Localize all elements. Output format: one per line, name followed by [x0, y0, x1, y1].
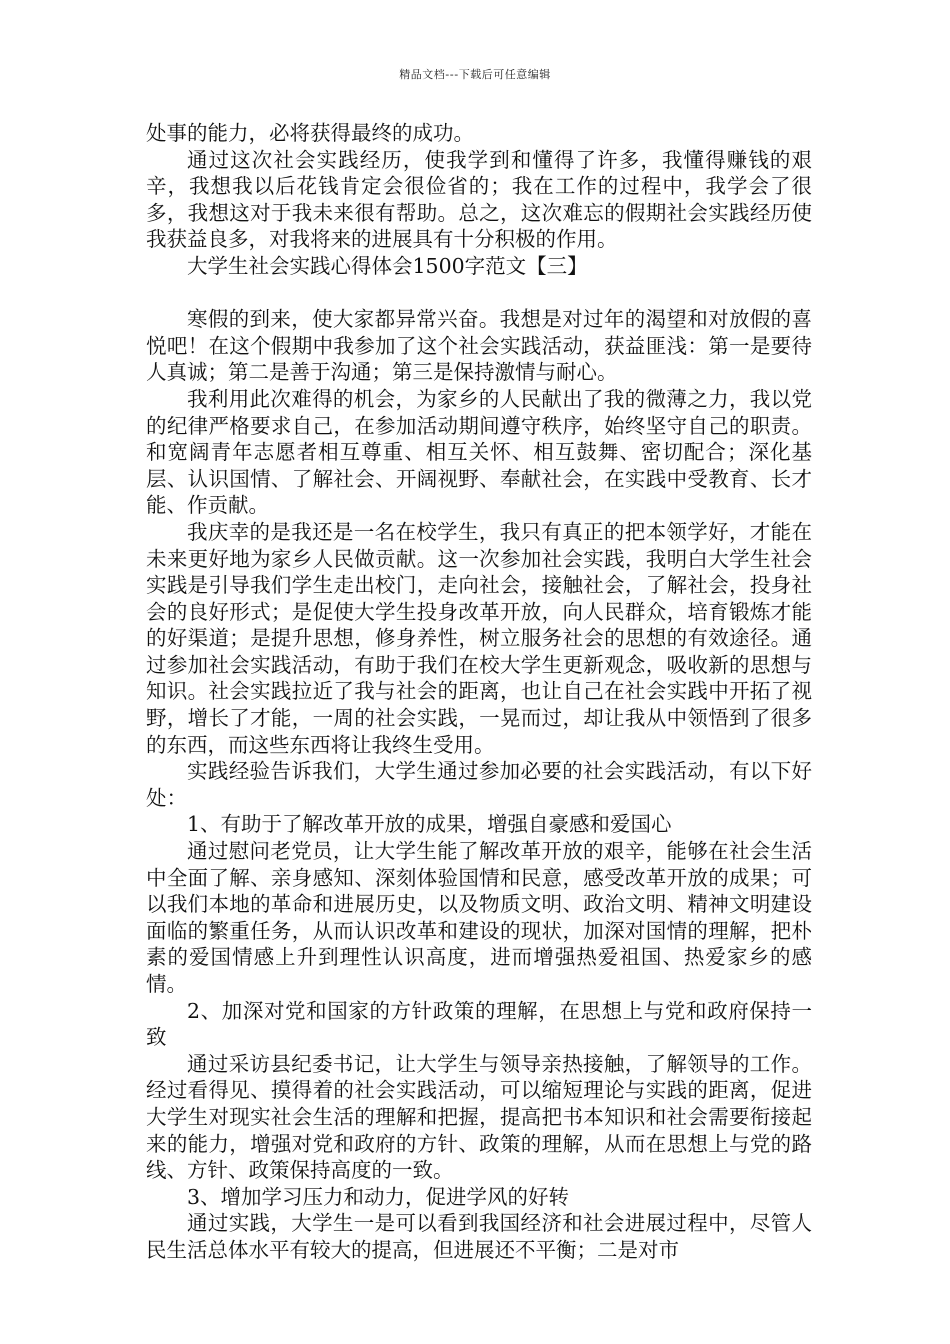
blank-line: [146, 280, 812, 307]
paragraph: 实践经验告诉我们，大学生通过参加必要的社会实践活动，有以下好处：: [146, 759, 812, 810]
paragraph: 处事的能力，必将获得最终的成功。: [146, 121, 474, 145]
paragraph: 寒假的到来，使大家都异常兴奋。我想是对过年的渴望和对放假的喜悦吧！在这个假期中我参加了这个社会实践活动，获益匪浅：第一是要待人真诚；第二是善于沟通；第三是保持激情与耐心。: [146, 307, 812, 385]
paragraph: 我庆幸的是我还是一名在校学生，我只有真正的把本领学好，才能在未来更好地为家乡人民做贡献。这一次参加社会实践，我明白大学生社会实践是引导我们学生走出校门，走向社会，接触社会，了解社会，投身社会的良好形式；是促使大学生投身改革开放，向人民群众，培育锻炼才能的好渠道；是提升思想，修身养性，树立服务社会的思想的有效途径。通过参加社会实践活动，有助于我们在校大学生更新观念，吸收新的思想与知识。社会实践拉近了我与社会的距离，也让自己在社会实践中开拓了视野，增长了才能，一周的社会实践，一晃而过，却让我从中领悟到了很多的东西，而这些东西将让我终生受用。: [146, 519, 812, 757]
list-heading: 2、加深对党和国家的方针政策的理解，在思想上与党和政府保持一致: [146, 998, 812, 1050]
section-heading: 大学生社会实践心得体会1500字范文【三】: [187, 253, 588, 278]
paragraph: 通过慰问老党员，让大学生能了解改革开放的艰辛，能够在社会生活中全面了解、亲身感知、深刻体验国情和民意，感受改革开放的成果；可以我们本地的革命和进展历史，以及物质文明、政治文明、精神文明建设面临的繁重任务，从而认识改革和建设的现状，加深对国情的理解，把朴素的爱国情感上升到理性认识高度，进而增强热爱祖国、热爱家乡的感情。: [146, 839, 812, 996]
list-heading: 3、增加学习压力和动力，促进学风的好转: [187, 1184, 570, 1209]
paragraph: 通过采访县纪委书记，让大学生与领导亲热接触，了解领导的工作。经过看得见、摸得着的社会实践活动，可以缩短理论与实践的距离，促进大学生对现实社会生活的理解和把握，提高把书本知识和社会需要衔接起来的能力，增强对党和政府的方针、政策的理解，从而在思想上与党的路线、方针、政策保持高度的一致。: [146, 1051, 812, 1183]
paragraph: 我利用此次难得的机会，为家乡的人民献出了我的微薄之力，我以党的纪律严格要求自己，在参加活动期间遵守秩序，始终坚守自己的职责。和宽阔青年志愿者相互尊重、相互关怀、相互鼓舞、密切配合；深化基层、认识国情、了解社会、开阔视野、奉献社会，在实践中受教育、长才能、作贡献。: [146, 386, 812, 518]
page-header: 精品文档---下载后可任意编辑: [399, 68, 551, 81]
document-body: [146, 120, 812, 1264]
list-heading: 1、有助于了解改革开放的成果，增强自豪感和爱国心: [187, 812, 672, 837]
paragraph: 通过实践，大学生一是可以看到我国经济和社会进展过程中，尽管人民生活总体水平有较大的提高，但进展还不平衡；二是对市: [146, 1211, 812, 1262]
paragraph: 通过这次社会实践经历，使我学到和懂得了许多，我懂得赚钱的艰辛，我想我以后花钱肯定会很俭省的；我在工作的过程中，我学会了很多，我想这对于我未来很有帮助。总之，这次难忘的假期社会实践经历使我获益良多，对我将来的进展具有十分积极的作用。: [146, 147, 812, 252]
